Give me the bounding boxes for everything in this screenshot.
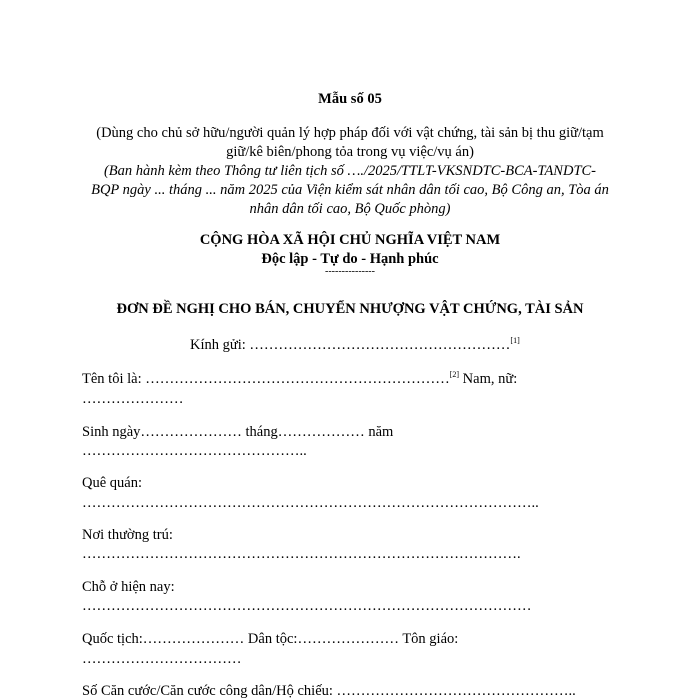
national-motto: Độc lập - Tự do - Hạnh phúc xyxy=(261,251,439,267)
issuance-note-line-3: nhân dân tối cao, Bộ Quốc phòng) xyxy=(249,201,451,217)
hometown-value: ………………………………………………………………………………….. xyxy=(82,495,539,511)
hometown-label: Quê quán: xyxy=(82,475,142,491)
name-line xyxy=(82,370,517,388)
dob-line: Sinh ngày………………… tháng……………… năm xyxy=(82,424,394,440)
gender-value: ………………… xyxy=(82,391,184,407)
current-address-value: ………………………………………………………………………………… xyxy=(82,598,532,614)
to-line xyxy=(190,336,520,354)
form-number: Mẫu số 05 xyxy=(318,91,382,107)
issuance-note-line-1: (Ban hành kèm theo Thông tư liên tịch số …./2025/TTLT-VKSNDTC-BCA-TANDTC- xyxy=(103,163,597,179)
gender-label: Nam, nữ: xyxy=(459,371,518,387)
current-address-label: Chỗ ở hiện nay: xyxy=(82,579,175,595)
to-text: Kính gửi: ……………………………………………… xyxy=(190,337,511,353)
document-title: ĐƠN ĐỀ NGHỊ CHO BÁN, CHUYỂN NHƯỢNG VẬT CHỨNG, TÀI SẢN xyxy=(116,301,584,317)
issuance-note-line-2: BQP ngày ... tháng ... năm 2025 của Viện kiểm sát nhân dân tối cao, Bộ Công an, Tòa án xyxy=(91,182,609,198)
motto-divider: --------------- xyxy=(325,266,375,277)
usage-note-line-1: (Dùng cho chủ sở hữu/người quản lý hợp pháp đối với vật chứng, tài sản bị thu giữ/tạm xyxy=(96,125,604,141)
dob-continuation: ……………………………………….. xyxy=(82,443,307,459)
name-text: Tên tôi là: ……………………………………………………… xyxy=(82,371,450,387)
nationality-continuation: …………………………… xyxy=(82,651,242,667)
residence-value: ………………………………………………………………………………. xyxy=(82,546,521,562)
footnote-ref-1: [1] xyxy=(510,336,520,345)
usage-note-line-2: giữ/kê biên/phong tỏa trong vụ việc/vụ án) xyxy=(226,144,474,160)
id-line: Số Căn cước/Căn cước công dân/Hộ chiếu: ………………………………………….. xyxy=(82,683,576,699)
footnote-ref-2: [2] xyxy=(449,370,460,379)
residence-label: Nơi thường trú: xyxy=(82,527,173,543)
national-title: CỘNG HÒA XÃ HỘI CHỦ NGHĨA VIỆT NAM xyxy=(199,232,501,248)
nationality-line: Quốc tịch:………………… Dân tộc:………………… Tôn giáo: xyxy=(82,631,459,647)
